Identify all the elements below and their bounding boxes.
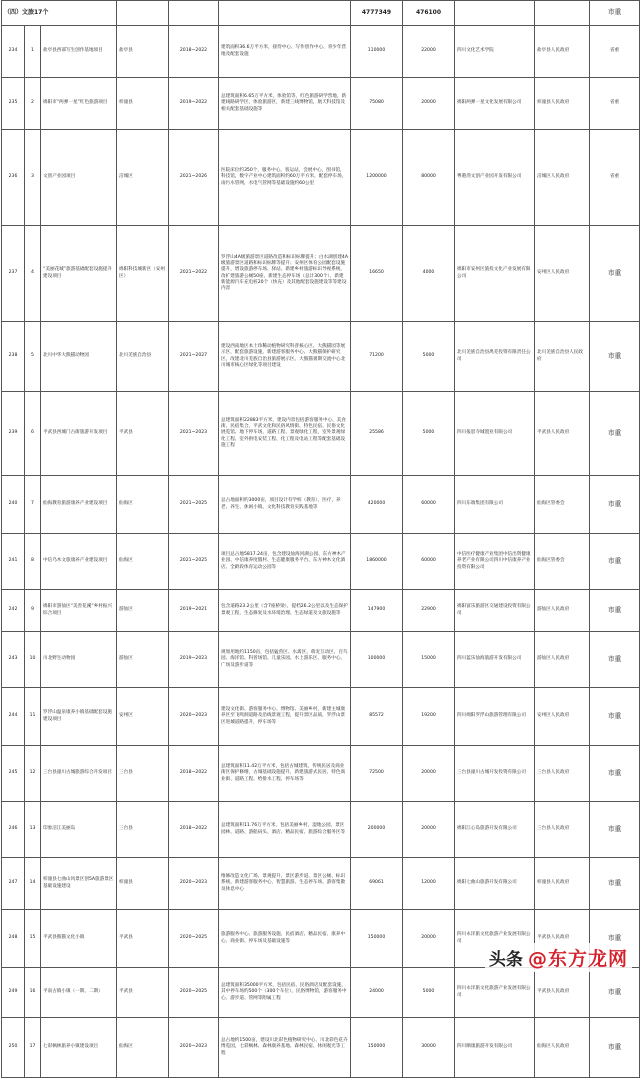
project-period: 2020~2023: [169, 858, 219, 910]
project-owner: 绵阳两弹一星文化发展有限公司: [455, 78, 535, 130]
responsible-government: 仙海区管委会: [535, 476, 590, 534]
project-period: 2018~2022: [169, 802, 219, 858]
row-index: 10: [25, 632, 41, 688]
table-row: [2, 476, 640, 534]
project-period: 2021~2025: [169, 476, 219, 534]
responsible-government: 游仙区人民政府: [535, 590, 590, 632]
annual-plan: 4000: [403, 226, 455, 322]
project-location: 北川羌族自治县: [117, 322, 169, 392]
project-name: “美丽花城”旅游基础配套设施提升建设项目: [41, 226, 117, 322]
project-name: 平武县熊猫文化小镇: [41, 910, 117, 968]
table-row: [2, 534, 640, 590]
project-period: 2021~2026: [169, 130, 219, 226]
responsible-government: 游仙区人民政府: [535, 632, 590, 688]
project-content: 总建筑面积11.42万平方米，包括古城建筑、传统民居及商业街区保护修缮，古城基础设施提升，新建旅游式民居、特色商业街、道路工程、给排水工程、停车场等: [219, 746, 351, 802]
total-investment: 1200000: [351, 130, 403, 226]
row-index: 16: [25, 968, 41, 1018]
project-level: 市重: [590, 226, 640, 322]
section-title: （四）文旅17个: [2, 1, 117, 26]
row-index: 14: [25, 858, 41, 910]
watermark: [485, 943, 632, 972]
project-owner: 四川蓝乐仙海旅游开发有限公司: [455, 632, 535, 688]
total-investment: 150000: [351, 1018, 403, 1078]
project-content: 总占地约1500亩，建设川北彩色植物研究中心、川北彩色花卉博览园，七彩枫林、森林康养基地、森林民宿、休闲观光等工程: [219, 1018, 351, 1078]
total-investment: 72500: [351, 746, 403, 802]
project-location: 梓潼县: [117, 858, 169, 910]
row-index: 12: [25, 746, 41, 802]
annual-plan: 22900: [403, 590, 455, 632]
project-period: 2021~2022: [169, 226, 219, 322]
row-number: 246: [2, 802, 25, 858]
table-row: [2, 1018, 640, 1078]
project-level: 市重: [590, 322, 640, 392]
total-investment: 100000: [351, 632, 403, 688]
project-name: 北川中华大熊猫动物园: [41, 322, 117, 392]
section-total-investment: 4777349: [351, 1, 403, 26]
row-number: 241: [2, 534, 25, 590]
row-number: 245: [2, 746, 25, 802]
row-number: 238: [2, 322, 25, 392]
project-location: 梓潼县: [117, 78, 169, 130]
project-owner: 四川永洋旅文化旅游产业发展有限公司: [455, 968, 535, 1018]
project-table: [1, 0, 640, 1078]
row-number: 234: [2, 26, 25, 78]
project-period: 2020~2023: [169, 1018, 219, 1078]
project-location: 平武县: [117, 910, 169, 968]
project-level: 市重: [590, 746, 640, 802]
project-content: 建筑面积36.6万平方米，接待中心、写作创作中心、青少年营地及配套设施: [219, 26, 351, 78]
project-location: 涪城区: [117, 130, 169, 226]
project-location: 游仙区: [117, 590, 169, 632]
project-owner: 粤港湾文创产业园开发有限公司: [455, 130, 535, 226]
project-level: 市重: [590, 968, 640, 1018]
project-owner: 四川绵阳罗浮山旅游管理有限公司: [455, 688, 535, 746]
annual-plan: 15000: [403, 632, 455, 688]
responsible-government: 梓潼县人民政府: [535, 858, 590, 910]
total-investment: 16650: [351, 226, 403, 322]
total-investment: 1860000: [351, 534, 403, 590]
project-name: 绵阳市游仙区“美善花溪”乡村振兴综合项目: [41, 590, 117, 632]
row-index: 4: [25, 226, 41, 322]
annual-plan: 22000: [403, 26, 455, 78]
project-content: 总建筑面积11.76万平方米，包括美丽乡村，湿地公园、景区园林、道路、游船码头、酒店、精品民宿、旅游综合服务区等: [219, 802, 351, 858]
project-content: 建设文化街、游客服务中心、博物馆、美丽乡村，新建主城康养区至飞鸣洞道路及沿线景观工程，提升景区品质，罗浮山景区进城道路提升，停车场等: [219, 688, 351, 746]
project-period: 2020~2025: [169, 968, 219, 1018]
responsible-government: 三台县人民政府: [535, 802, 590, 858]
annual-plan: 30000: [403, 1018, 455, 1078]
annual-plan: 60000: [403, 534, 455, 590]
responsible-government: 仙海区管委会: [535, 534, 590, 590]
project-name: 印象涪江美丽岛: [41, 802, 117, 858]
project-location: 游仙区: [117, 632, 169, 688]
responsible-government: 仙海区人民政府: [535, 1018, 590, 1078]
project-period: 2019~2023: [169, 632, 219, 688]
project-owner: 中信医疗健康产业集团中信出资健康养老产业有限公司四川中信康养产业投资有限公司: [455, 534, 535, 590]
row-number: 236: [2, 130, 25, 226]
project-level: 市重: [590, 534, 640, 590]
table-row: [2, 78, 640, 130]
project-period: 2021~2027: [169, 322, 219, 392]
project-name: 川北野生动物园: [41, 632, 117, 688]
project-content: 总建筑面积22883平方米，建设内容包括游客服务中心、美食街、民宿集合、平武文化和民俗风情街、特色民宿、民俗文化展览馆、地下停车场，道路工程、景观绿化工程，室外景观绿化工程、室外供电安装工程、化工程及电站工程等配套基础设施工程: [219, 392, 351, 476]
total-investment: 75080: [351, 78, 403, 130]
table-row: [2, 746, 640, 802]
project-owner: 绵阳市安州区旅投文化产业发展有限公司: [455, 226, 535, 322]
project-level: 市重: [590, 392, 640, 476]
row-index: 7: [25, 476, 41, 534]
annual-plan: 5000: [403, 322, 455, 392]
watermark-handle: @东方龙网: [527, 948, 628, 970]
table-row: [2, 632, 640, 688]
project-level: 省重: [590, 26, 640, 78]
annual-plan: 12000: [403, 858, 455, 910]
row-index: 3: [25, 130, 41, 226]
total-investment: 24000: [351, 968, 403, 1018]
row-index: 11: [25, 688, 41, 746]
responsible-government: 盐亭县人民政府: [535, 26, 590, 78]
project-content: 建设西南地区本土珍稀动植物研究科普核心区、大熊猫园等展示区，配套旅游设施，新建游客服务中心、大熊猫保护研究区，改建北川羌族自治县旅游展示区、大熊猫暑期交流中心北川城市核心区绿化等项目建设: [219, 322, 351, 392]
table-row: [2, 688, 640, 746]
total-investment: 110000: [351, 26, 403, 78]
project-period: 2018~2022: [169, 26, 219, 78]
project-period: 2018~2022: [169, 746, 219, 802]
section-header-row: [2, 1, 640, 26]
project-level: 市重: [590, 476, 640, 534]
responsible-government: 涪城区人民政府: [535, 130, 590, 226]
watermark-brand: 头条: [488, 950, 523, 970]
project-location: 仙海区: [117, 534, 169, 590]
project-owner: 四川顺康旅游开发有限公司: [455, 1018, 535, 1078]
project-name: 中信乌木文旅康养产业建设项目: [41, 534, 117, 590]
annual-plan: 5000: [403, 968, 455, 1018]
project-name: 平南古镇小镇（一期、二期）: [41, 968, 117, 1018]
annual-plan: 20000: [403, 78, 455, 130]
project-content: 医院床位约350个，服务中心，客运站，会展中心，图书馆，科技馆，数字产业中心建筑面积约60万平方米，配套停车场，雨污水管网，水电气管网等基础设施约60公里: [219, 130, 351, 226]
total-investment: 25586: [351, 392, 403, 476]
project-owner: 四川文化艺术学院: [455, 26, 535, 78]
project-name: 梓潼县七曲山风景区创5A旅游景区基础设施建设: [41, 858, 117, 910]
project-period: 2020~2025: [169, 910, 219, 968]
total-investment: 69061: [351, 858, 403, 910]
section-level: 市重: [590, 1, 640, 26]
project-name: 仙海教育旅游康养产业建设项目: [41, 476, 117, 534]
total-investment: 200000: [351, 802, 403, 858]
project-level: 市重: [590, 590, 640, 632]
annual-plan: 20000: [403, 802, 455, 858]
row-number: 237: [2, 226, 25, 322]
project-content: 规划用地约1150亩，包括猛兽区、水禽区、萌宠互动区、百鸟园、海洋馆、科普场馆、儿童乐园、水上游乐区、服务中心、广场及游步道等: [219, 632, 351, 688]
total-investment: 150000: [351, 910, 403, 968]
table-row: [2, 130, 640, 226]
row-number: 235: [2, 78, 25, 130]
table-row: [2, 322, 640, 392]
project-owner: 三台县潼川古城开发投资有限公司: [455, 746, 535, 802]
project-location: 平武县: [117, 968, 169, 1018]
row-number: 249: [2, 968, 25, 1018]
project-location: 三台县: [117, 802, 169, 858]
responsible-government: 平武县人民政府: [535, 910, 590, 968]
responsible-government: 安州区人民政府: [535, 688, 590, 746]
project-level: 市重: [590, 802, 640, 858]
project-period: 2020~2023: [169, 688, 219, 746]
project-period: 2021~2025: [169, 534, 219, 590]
project-level: 市重: [590, 632, 640, 688]
project-level: 市重: [590, 858, 640, 910]
total-investment: 420000: [351, 476, 403, 534]
project-location: 安州区: [117, 688, 169, 746]
responsible-government: 梓潼县人民政府: [535, 78, 590, 130]
row-index: 9: [25, 590, 41, 632]
annual-plan: 5000: [403, 392, 455, 476]
responsible-government: 三台县人民政府: [535, 746, 590, 802]
project-name: 盐亭县西部写生创作基地项目: [41, 26, 117, 78]
table-row: [2, 26, 640, 78]
row-number: 240: [2, 476, 25, 534]
responsible-government: 平武县人民政府: [535, 392, 590, 476]
row-index: 17: [25, 1018, 41, 1078]
row-number: 248: [2, 910, 25, 968]
row-number: 242: [2, 590, 25, 632]
project-level: 省重: [590, 78, 640, 130]
project-name: 七彩枫林旅养小镇建设项目: [41, 1018, 117, 1078]
annual-plan: 20000: [403, 746, 455, 802]
row-number: 243: [2, 632, 25, 688]
project-period: 2021~2023: [169, 392, 219, 476]
project-content: 维修改造文化广场、景观提升，景区游步道、景区公厕、标识系统，新建游客服务中心，智慧旅游、生态停车场、游客集散及休息中心: [219, 858, 351, 910]
project-owner: 绵阳江心岛旅游开发有限公司: [455, 802, 535, 858]
table-row: [2, 802, 640, 858]
row-index: 5: [25, 322, 41, 392]
project-owner: 四川报恩寺城置业有限公司: [455, 392, 535, 476]
section-total-plan: 476100: [403, 1, 455, 26]
project-level: 市重: [590, 1018, 640, 1078]
project-content: 旅游服务中心、旅游服务设施、民宿酒店、精品民宿、康养中心、商业街、停车场及基础设施等: [219, 910, 351, 968]
row-index: 15: [25, 910, 41, 968]
annual-plan: 60000: [403, 476, 455, 534]
total-investment: 71200: [351, 322, 403, 392]
project-location: 仙海区: [117, 476, 169, 534]
project-location: 绵阳科技城新区（安州区）: [117, 226, 169, 322]
project-owner: 绵阳七曲山旅游开发有限公司: [455, 858, 535, 910]
project-name: 平武县西城门古街旅游开发项目: [41, 392, 117, 476]
row-number: 247: [2, 858, 25, 910]
project-name: 绵阳市“两弹一星”红色旅游项目: [41, 78, 117, 130]
project-period: 2019~2021: [169, 590, 219, 632]
project-content: 总占地面积约3000亩，项目设计有学校（教育）、医疗、养老、养生、休闲小镇、文化科技教育实践基地等: [219, 476, 351, 534]
project-content: 总建筑面积35000平方米，包括民宿、民俗酒店及配套设施，其中停车场约500个（300个车位），民俗博物馆，游客服务中心、游步道、管网等附属工程: [219, 968, 351, 1018]
project-name: 文创产业园项目: [41, 130, 117, 226]
project-owner: 四川永洋旅文化旅游产业发展有限公司: [455, 910, 535, 968]
table-row: [2, 590, 640, 632]
project-name: 罗浮山温泉康养小镇基础配套设施建设项目: [41, 688, 117, 746]
project-level: 市重: [590, 688, 640, 746]
row-index: 6: [25, 392, 41, 476]
table-row: [2, 392, 640, 476]
project-period: 2019~2022: [169, 78, 219, 130]
project-content: 项目总占地5817.24亩，包含建设仙海河湖公园、东方神木产业园、中信康养度假村、生态健康服务平台、东方神木文化酒店、全龄段体育运动公园等: [219, 534, 351, 590]
total-investment: 147900: [351, 590, 403, 632]
project-owner: 绵阳富乐旅游区交通建设投资有限公司: [455, 590, 535, 632]
project-location: 仙海区: [117, 1018, 169, 1078]
table-row: [2, 858, 640, 910]
project-location: 平武县: [117, 392, 169, 476]
project-level: 省重: [590, 130, 640, 226]
row-index: 13: [25, 802, 41, 858]
project-content: 罗浮山4A级旅游景区道路改造和标识标牌提升；白水湖创建4A级旅游景区道路和标识标牌等提升；安州区体育公园配套设施提升，增设旅游停车场、驿站、新建乡村旅游标识导视系统，改扩建旅游公厕50座，新建生态停车场（总计300个），新建新能源汽车充电桩20个（快充）及其他配套设施建设等等建设内容: [219, 226, 351, 322]
row-index: 8: [25, 534, 41, 590]
row-index: 2: [25, 78, 41, 130]
row-number: 239: [2, 392, 25, 476]
table-row: [2, 226, 640, 322]
row-number: 244: [2, 688, 25, 746]
annual-plan: 80000: [403, 130, 455, 226]
project-location: 盐亭县: [117, 26, 169, 78]
row-number: 250: [2, 1018, 25, 1078]
total-investment: 85572: [351, 688, 403, 746]
table-row: [2, 968, 640, 1018]
annual-plan: 19200: [403, 688, 455, 746]
responsible-government: 安州区人民政府: [535, 226, 590, 322]
project-content: 包含道路23.2公里（含7座桥梁），提档26.2公里以及生态保护景观工程，生态修复及水环境治理、生态绿道及文旅设施等: [219, 590, 351, 632]
row-index: 1: [25, 26, 41, 78]
project-name: 三台县潼川古城旅游综合开发项目: [41, 746, 117, 802]
project-level: 市重: [590, 910, 640, 968]
project-owner: 北川羌族自治县禹羌投资有限责任公司: [455, 322, 535, 392]
project-location: 三台县: [117, 746, 169, 802]
annual-plan: 20000: [403, 910, 455, 968]
responsible-government: 北川羌族自治县人民政府: [535, 322, 590, 392]
project-content: 总建筑面积6.65万平方米，体验馆等，红色旅游研学营地，新建线路研学区，体验旅游区，新建三线博物馆，航天科技馆及相关配套基础设施等: [219, 78, 351, 130]
project-owner: 四川东端集团有限公司: [455, 476, 535, 534]
responsible-government: 平武县人民政府: [535, 968, 590, 1018]
